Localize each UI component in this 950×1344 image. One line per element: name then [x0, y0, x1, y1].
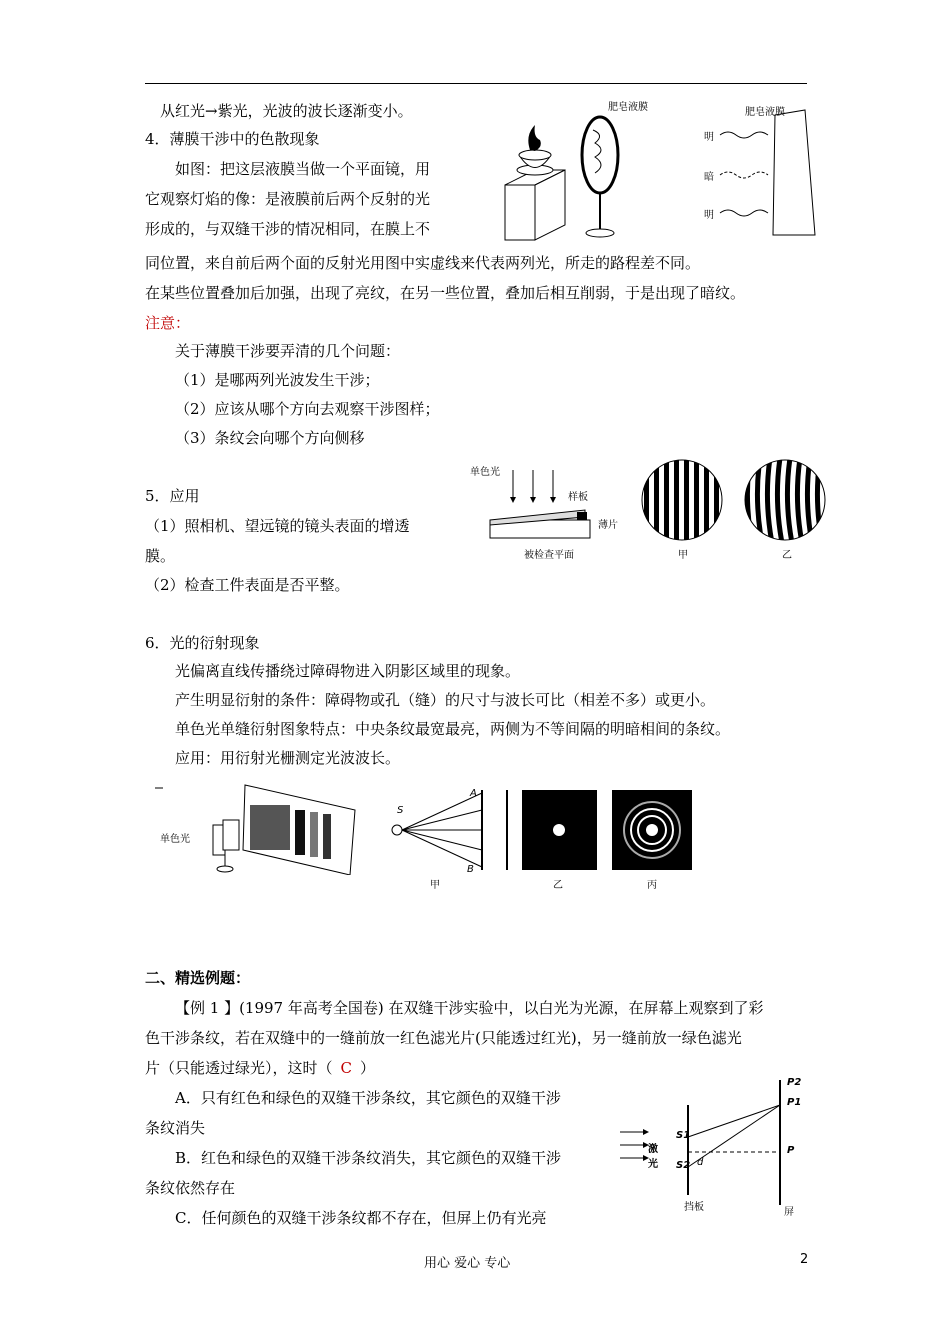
- list-item: （2）应该从哪个方向去观察干涉图样；: [175, 400, 440, 418]
- plane-label: 被检查平面: [524, 550, 574, 561]
- text-line: （2）检查工件表面是否平整。: [145, 576, 350, 594]
- s-label: S: [397, 805, 404, 816]
- text-line: 应用：用衍射光栅测定光波波长。: [175, 749, 401, 767]
- text-line: 形成的，与双缝干涉的情况相同，在膜上不: [145, 220, 431, 238]
- yi-label: 乙: [782, 550, 792, 561]
- bing-label: 丙: [647, 880, 657, 891]
- thin-label: 薄片: [598, 520, 618, 531]
- fringe-circles: [640, 458, 840, 543]
- dark-label: 暗: [704, 172, 714, 183]
- jia-label: 甲: [678, 550, 688, 561]
- screen-label: 屏: [784, 1207, 794, 1218]
- text-line: 光偏离直线传播绕过障碍物进入阴影区域里的现象。: [175, 662, 521, 680]
- d-label: d: [697, 1157, 704, 1168]
- text-line: 产生明显衍射的条件：障碍物或孔（缝）的尺寸与波长可比（相差不多）或更小。: [175, 691, 716, 709]
- example-prompt: 片（只能透过绿光），这时（: [145, 1059, 333, 1077]
- option-b: B．红色和绿色的双缝干涉条纹消失，其它颜色的双缝干涉: [175, 1149, 562, 1167]
- p2-label: P2: [787, 1077, 802, 1088]
- example-text: 色干涉条纹，若在双缝中的一缝前放一红色滤光片(只能透过红光)，另一缝前放一绿色滤光: [145, 1029, 742, 1047]
- example-text: 【例 1 】(1997 年高考全国卷) 在双缝干涉实验中，以白光为光源，在屏幕上观察到了彩: [175, 999, 764, 1017]
- text-line: 在某些位置叠加后加强，出现了亮纹，在另一些位置，叠加后相互削弱，于是出现了暗纹。: [145, 284, 746, 302]
- baffle-label: 挡板: [684, 1202, 704, 1213]
- text-line: 同位置，来自前后两个面的反射光用图中实虚线来代表两列光，所走的路程差不同。: [145, 254, 701, 272]
- double-slit-figure: [615, 1075, 815, 1220]
- a-label: A: [470, 788, 477, 799]
- bright-label-2: 明: [704, 210, 714, 221]
- p1-label: P1: [787, 1097, 802, 1108]
- list-item: （1）是哪两列光波发生干涉；: [175, 371, 380, 389]
- page-number: 2: [800, 1252, 809, 1267]
- text-line: 单色光单缝衍射图象特点：中央条纹最宽最亮，两侧为不等间隔的明暗相间的条纹。: [175, 720, 731, 738]
- b-label: B: [467, 864, 474, 875]
- option-c: C．任何颜色的双缝干涉条纹都不存在，但屏上仍有光亮: [175, 1209, 547, 1227]
- footer-center: 用心 爱心 专心: [424, 1256, 511, 1271]
- heading-6: 6．光的衍射现象: [145, 634, 260, 652]
- single-slit-figure: [155, 780, 365, 875]
- text-line: 膜。: [145, 547, 176, 565]
- example-text: [145, 1058, 375, 1078]
- heading-4: 4．薄膜干涉中的色散现象: [145, 130, 320, 148]
- mono-label-2: 单色光: [160, 834, 190, 845]
- jia-label-2: 甲: [430, 880, 440, 891]
- text-line: （1）照相机、望远镜的镜头表面的增透: [145, 517, 410, 535]
- text-line: 它观察灯焰的像：是液膜前后两个反射的光: [145, 190, 431, 208]
- p-label: P: [787, 1145, 795, 1156]
- example-close: ）: [360, 1059, 376, 1077]
- text-line: 从红光→紫光，光波的波长逐渐变小。: [160, 102, 413, 120]
- answer-mark: C: [340, 1059, 352, 1077]
- hole-diffraction-figure: [382, 785, 702, 885]
- yi-label-2: 乙: [553, 880, 563, 891]
- text-line: 关于薄膜干涉要弄清的几个问题：: [175, 342, 401, 360]
- film-label-2: 肥皂液膜: [745, 107, 785, 118]
- section-heading: 二、精选例题：: [145, 969, 251, 987]
- note-label: 注意：: [145, 314, 191, 332]
- s1-label: S1: [676, 1130, 691, 1141]
- option-a-cont: 条纹消失: [145, 1119, 206, 1137]
- option-a: A．只有红色和绿色的双缝干涉条纹，其它颜色的双缝干涉: [175, 1089, 561, 1107]
- film-label: 肥皂液膜: [608, 102, 648, 113]
- text-line: 如图：把这层液膜当做一个平面镜，用: [175, 160, 431, 178]
- list-item: （3）条纹会向哪个方向侧移: [175, 429, 365, 447]
- header-rule: [145, 83, 807, 84]
- option-b-cont: 条纹依然存在: [145, 1179, 236, 1197]
- s2-label: S2: [676, 1160, 691, 1171]
- laser-label: 激光: [648, 1144, 658, 1170]
- sample-label: 样板: [568, 492, 588, 503]
- bright-label: 明: [704, 132, 714, 143]
- mono-label: 单色光: [470, 467, 500, 478]
- flatness-test-figure: [485, 465, 625, 555]
- heading-5: 5．应用: [145, 487, 200, 505]
